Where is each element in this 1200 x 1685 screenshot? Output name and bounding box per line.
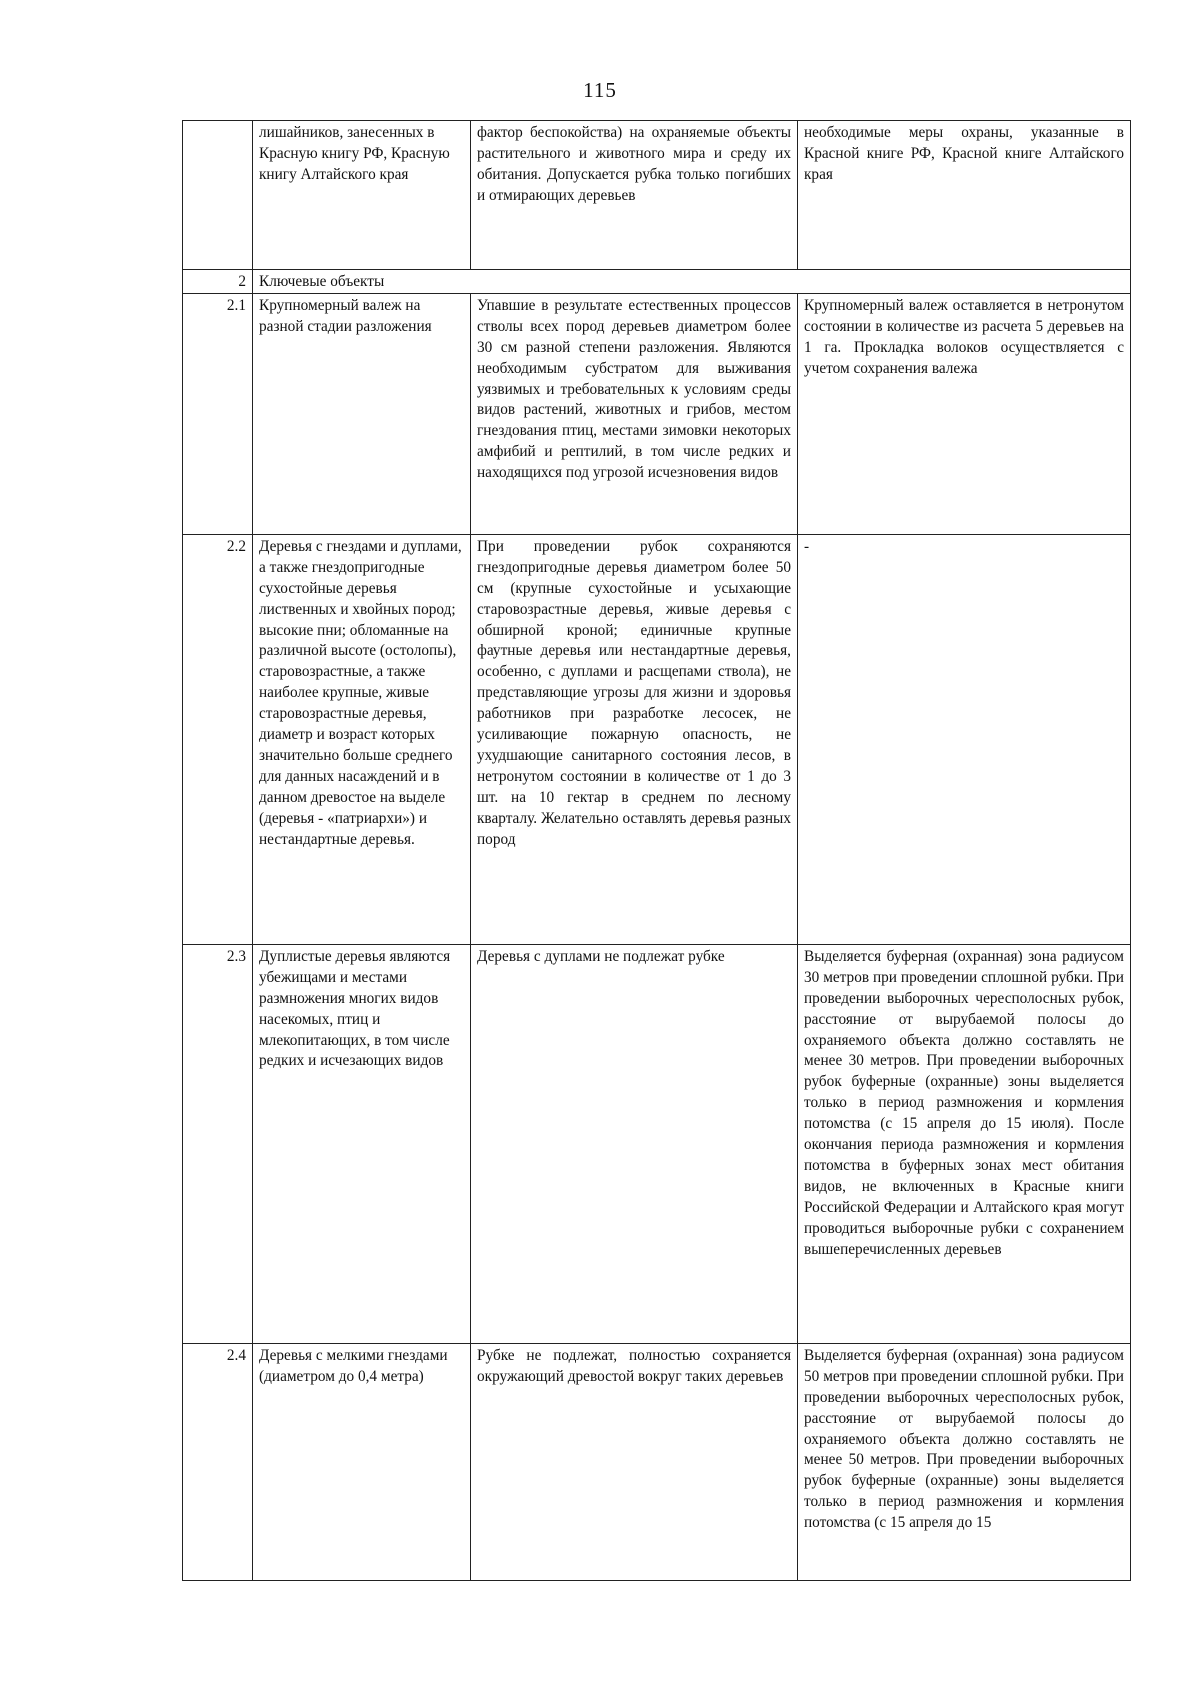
description-cell: При проведении рубок сохраняются гнездопригодные деревья диаметром более 50 см (крупные сухостойные и усыхающие старовозрастные деревья, живые деревья с обширной кроной; единичные крупные фаутные деревья или нестандартные деревья, особенно, с дуплами и расщепами ствола), не представляющие угрозы для жизни и здоровья работников при разработке лесосек, не усиливающие пожарную опасность, не ухудшающие санитарного состояния лесов, в нетронутом состоянии в количестве от 1 до 3 шт. на 10 гектар в среднем по лесному кварталу. Желательно оставлять деревья разных пород bbox=[471, 534, 798, 944]
object-cell: Дуплистые деревья являются убежищами и местами размножения многих видов насекомых, птиц и млекопитающих, в том числе редких и исчезающих видов bbox=[253, 944, 471, 1343]
description-cell: Рубке не подлежат, полностью сохраняется окружающий древостой вокруг таких деревьев bbox=[471, 1343, 798, 1580]
measures-cell: Выделяется буферная (охранная) зона радиусом 30 метров при проведении сплошной рубки. При проведении выборочных чересполосных рубок, расстояние от вырубаемой полосы до охраняемого объекта должно составлять не менее 30 метров. При проведении выборочных рубок буферные (охранные) зоны выделяется только в период размножения и кормления потомства (с 15 апреля до 15 июля). После окончания периода размножения и кормления потомства в буферных зонах мест обитания видов, не включенных в Красные книги Российской Федерации и Алтайского края могут проводиться выборочные рубки с сохранением вышеперечисленных деревьев bbox=[798, 944, 1131, 1343]
protection-measures-table bbox=[182, 120, 1131, 1581]
measures-cell: Крупномерный валеж оставляется в нетронутом состоянии в количестве из расчета 5 деревьев на 1 га. Прокладка волоков осуществляется с учетом сохранения валежа bbox=[798, 293, 1131, 534]
page-number: 115 bbox=[583, 78, 617, 102]
object-cell: Деревья с гнездами и дуплами, а также гнездопригодные сухостойные деревья лиственных и хвойных пород; высокие пни; обломанные на различной высоте (остолопы), старовозрастные, а также наиболее крупные, живые старовозрастные деревья, диаметр и возраст которых значительно больше среднего для данных насаждений и в данном древостое на выделе (деревья - «патриархи») и нестандартные деревья. bbox=[253, 534, 471, 944]
table-row bbox=[183, 534, 1131, 944]
row-number: 2.3 bbox=[183, 944, 253, 1343]
measures-cell: необходимые меры охраны, указанные в Красной книге РФ, Красной книге Алтайского края bbox=[798, 121, 1131, 270]
object-cell: Деревья с мелкими гнездами (диаметром до 0,4 метра) bbox=[253, 1343, 471, 1580]
measures-cell: Выделяется буферная (охранная) зона радиусом 50 метров при проведении сплошной рубки. При проведении выборочных чересполосных рубок, расстояние от вырубаемой полосы до охраняемого объекта должно составлять не менее 50 метров. При проведении выборочных рубок буферные (охранные) зоны выделяется только в период размножения и кормления потомства (с 15 апреля до 15 bbox=[798, 1343, 1131, 1580]
object-cell: лишайников, занесенных в Красную книгу РФ, Красную книгу Алтайского края bbox=[253, 121, 471, 270]
row-number: 2.1 bbox=[183, 293, 253, 534]
description-cell: Деревья с дуплами не подлежат рубке bbox=[471, 944, 798, 1343]
table-row bbox=[183, 121, 1131, 270]
table-row bbox=[183, 1343, 1131, 1580]
row-number: 2 bbox=[183, 270, 253, 294]
table-row bbox=[183, 293, 1131, 534]
row-number: 2.2 bbox=[183, 534, 253, 944]
object-cell: Крупномерный валеж на разной стадии разложения bbox=[253, 293, 471, 534]
row-number bbox=[183, 121, 253, 270]
description-cell: Упавшие в результате естественных процессов стволы всех пород деревьев диаметром более 30 см разной степени разложения. Являются необходимым субстратом для выживания уязвимых и требовательных к условиям среды видов растений, животных и грибов, местом гнездования птиц, местами зимовки некоторых амфибий и рептилий, в том числе редких и находящихся под угрозой исчезновения видов bbox=[471, 293, 798, 534]
description-cell: фактор беспокойства) на охраняемые объекты растительного и животного мира и среду их обитания. Допускается рубка только погибших и отмирающих деревьев bbox=[471, 121, 798, 270]
row-number: 2.4 bbox=[183, 1343, 253, 1580]
section-title: Ключевые объекты bbox=[253, 270, 1131, 294]
section-header-row bbox=[183, 270, 1131, 294]
table-row bbox=[183, 944, 1131, 1343]
measures-cell: - bbox=[798, 534, 1131, 944]
